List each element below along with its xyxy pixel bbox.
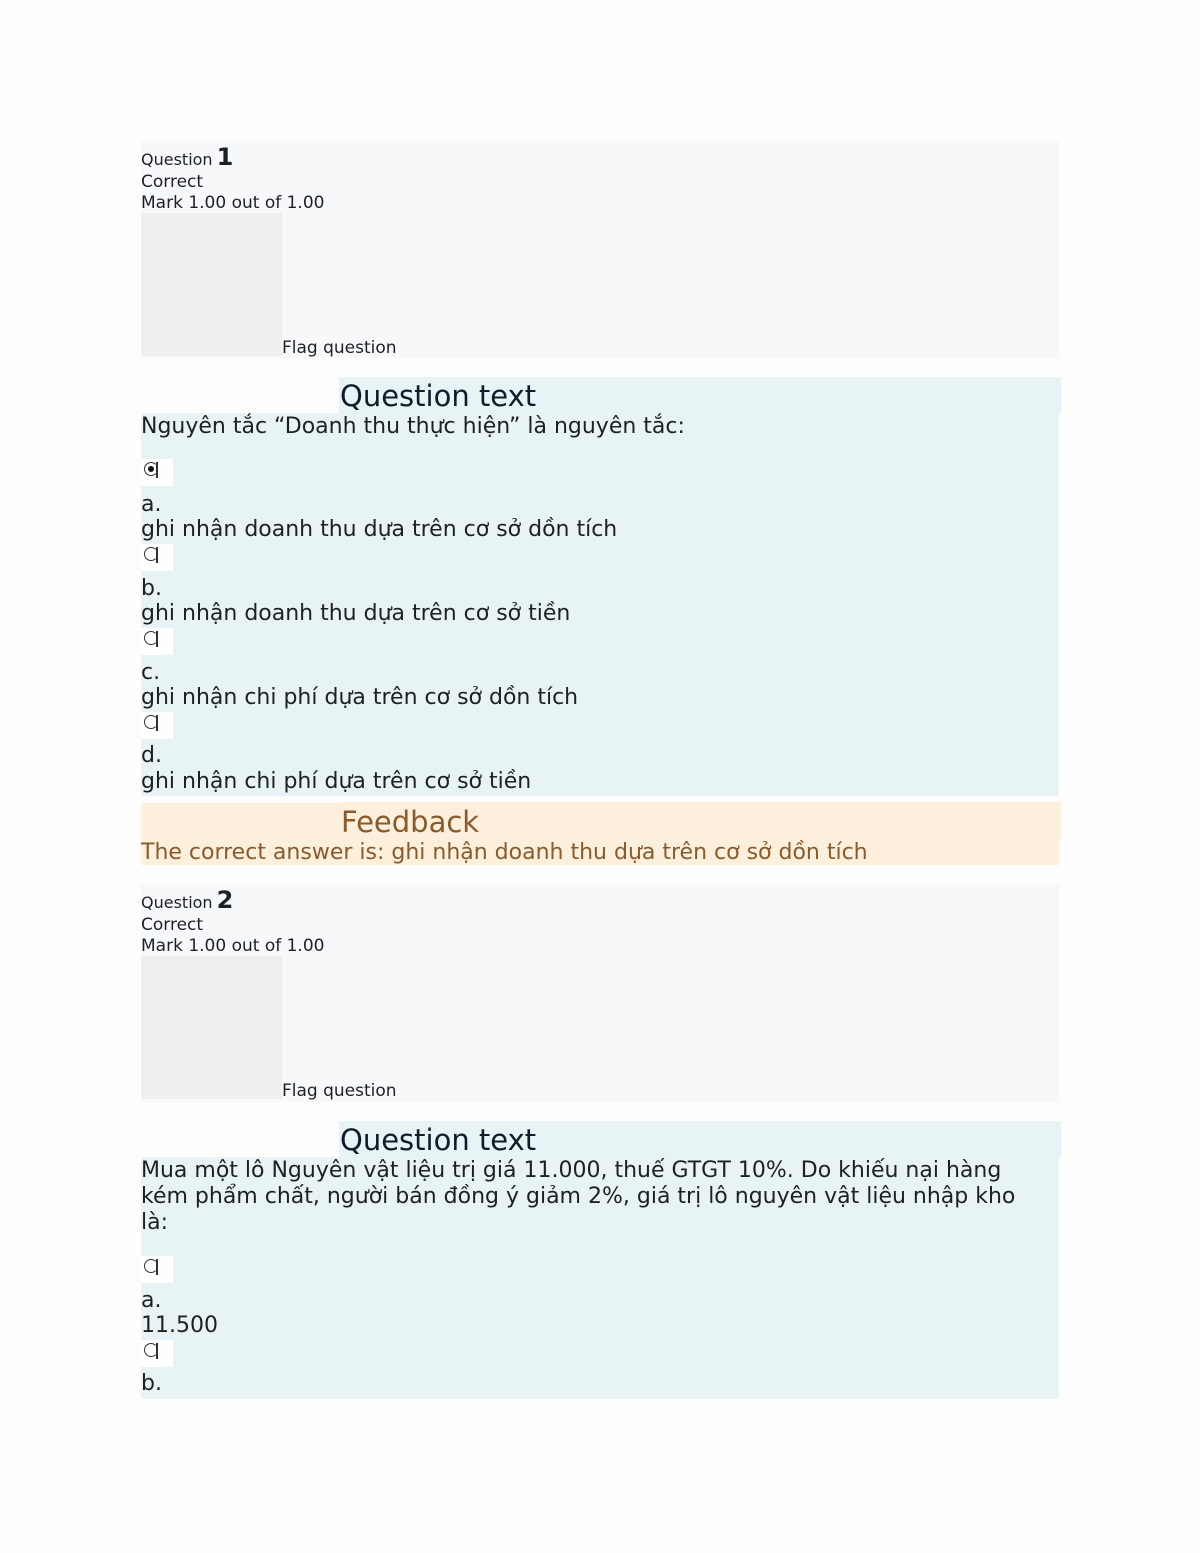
question-number: 2 bbox=[216, 886, 234, 914]
question-1-option-c-letter: c. bbox=[141, 660, 161, 685]
question-1-option-b-letter: b. bbox=[141, 576, 162, 601]
question-1-option-d-letter: d. bbox=[141, 743, 162, 768]
question-2-heading bbox=[141, 886, 234, 914]
question-label: Question bbox=[141, 893, 213, 912]
question-2-option-a-radio[interactable] bbox=[141, 1256, 173, 1283]
question-1-option-d-text[interactable]: ghi nhận chi phí dựa trên cơ sở tiền bbox=[141, 769, 532, 794]
question-1-state: Correct bbox=[141, 172, 204, 192]
question-1-option-c-radio[interactable] bbox=[141, 628, 173, 655]
question-1-grade: Mark 1.00 out of 1.00 bbox=[141, 193, 325, 213]
question-2-state: Correct bbox=[141, 915, 204, 935]
question-number: 1 bbox=[216, 143, 234, 171]
question-1-feedback bbox=[141, 803, 1059, 865]
question-2-option-b-letter: b. bbox=[141, 1371, 162, 1396]
question-1-option-c-text[interactable]: ghi nhận chi phí dựa trên cơ sở dồn tích bbox=[141, 685, 579, 710]
question-label: Question bbox=[141, 150, 213, 169]
flag-icon[interactable] bbox=[141, 213, 282, 356]
flag-icon[interactable] bbox=[141, 956, 282, 1099]
question-1-heading bbox=[141, 143, 234, 171]
question-1-option-a-radio[interactable] bbox=[141, 459, 173, 486]
question-1-option-a-letter: a. bbox=[141, 492, 162, 517]
question-2-option-a-text[interactable]: 11.500 bbox=[141, 1313, 218, 1338]
question-1-option-b-radio[interactable] bbox=[141, 544, 173, 571]
question-2-grade: Mark 1.00 out of 1.00 bbox=[141, 936, 325, 956]
question-1-option-b-text[interactable]: ghi nhận doanh thu dựa trên cơ sở tiền bbox=[141, 601, 571, 626]
question-2-flag-link[interactable]: Flag question bbox=[282, 1081, 397, 1101]
question-2-info bbox=[141, 884, 1059, 1102]
question-1-info bbox=[141, 141, 1059, 358]
question-1-flag-link[interactable]: Flag question bbox=[282, 338, 397, 358]
question-2-text: Mua một lô Nguyên vật liệu trị giá 11.000, thuế GTGT 10%. Do khiếu nại hàng kém phẩm chất, người bán đồng ý giảm 2%, giá trị lô nguyên vật liệu nhập kho là: bbox=[141, 1158, 1016, 1235]
question-1-option-a-text[interactable]: ghi nhận doanh thu dựa trên cơ sở dồn tích bbox=[141, 517, 618, 542]
question-1-text: Nguyên tắc “Doanh thu thực hiện” là nguyên tắc: bbox=[141, 414, 685, 439]
question-1-option-d-radio[interactable] bbox=[141, 712, 173, 739]
question-1-qtext-heading: Question text bbox=[340, 379, 537, 413]
question-2-option-b-radio[interactable] bbox=[141, 1340, 173, 1367]
feedback-heading: Feedback bbox=[341, 805, 480, 839]
question-2-option-a-letter: a. bbox=[141, 1288, 162, 1313]
question-2-qtext-heading: Question text bbox=[340, 1123, 537, 1157]
feedback-text: The correct answer is: ghi nhận doanh thu dựa trên cơ sở dồn tích bbox=[141, 840, 868, 865]
